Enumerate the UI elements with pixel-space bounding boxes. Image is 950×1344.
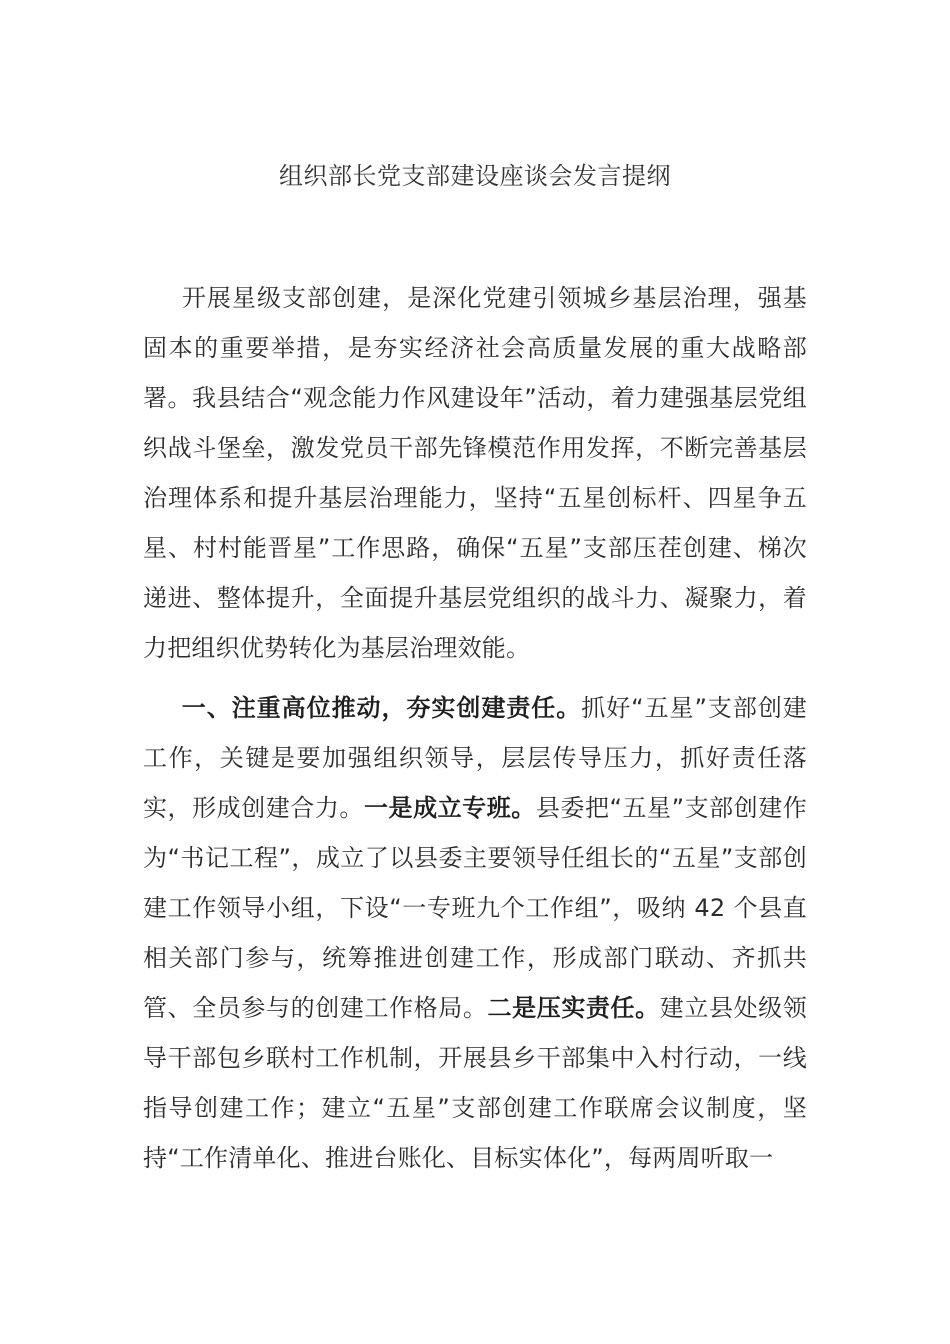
subsection-one-text: 县委把“五星”支部创建作为“书记工程”，成立了以县委主要领导任组长的“五星”支部创建工作领导小组，下设“一专班九个工作组”，吸纳 42 个县直相关部门参与，统筹推进创建工作，形成部门联动、齐抓共管、全员参与的创建工作格局。 xyxy=(143,794,807,1022)
subsection-two-text: 建立县处级领导干部包乡联村工作机制，开展县乡干部集中入村行动，一线指导创建工作；建立“五星”支部创建工作联席会议制度，坚持“工作清单化、推进台账化、目标实体化”，每两周听取一 xyxy=(143,994,807,1172)
subsection-one-heading: 一是成立专班。 xyxy=(363,794,536,822)
intro-paragraph-text: 开展星级支部创建，是深化党建引领城乡基层治理，强基固本的重要举措，是夯实经济社会高质量发展的重大战略部署。我县结合“观念能力作风建设年”活动，着力建强基层党组织战斗堡垒，激发党员干部先锋模范作用发挥，不断完善基层治理体系和提升基层治理能力，坚持“五星创标杆、四星争五星、村村能晋星”工作思路，确保“五星”支部压茬创建、梯次递进、整体提升，全面提升基层党组织的战斗力、凝聚力，着力把组织优势转化为基层治理效能。 xyxy=(143,284,807,662)
section-one-paragraph xyxy=(143,683,807,1183)
document-title: 组织部长党支部建设座谈会发言提纲 xyxy=(279,162,671,190)
section-one-heading: 一、注重高位推动，夯实创建责任。 xyxy=(181,694,582,722)
subsection-two-heading: 二是压实责任。 xyxy=(487,994,660,1022)
intro-paragraph xyxy=(143,273,807,673)
section-one-text: 抓好“五星”支部创建工作，关键是要加强组织领导，层层传导压力，抓好责任落实，形成创建合力。 xyxy=(143,694,807,822)
